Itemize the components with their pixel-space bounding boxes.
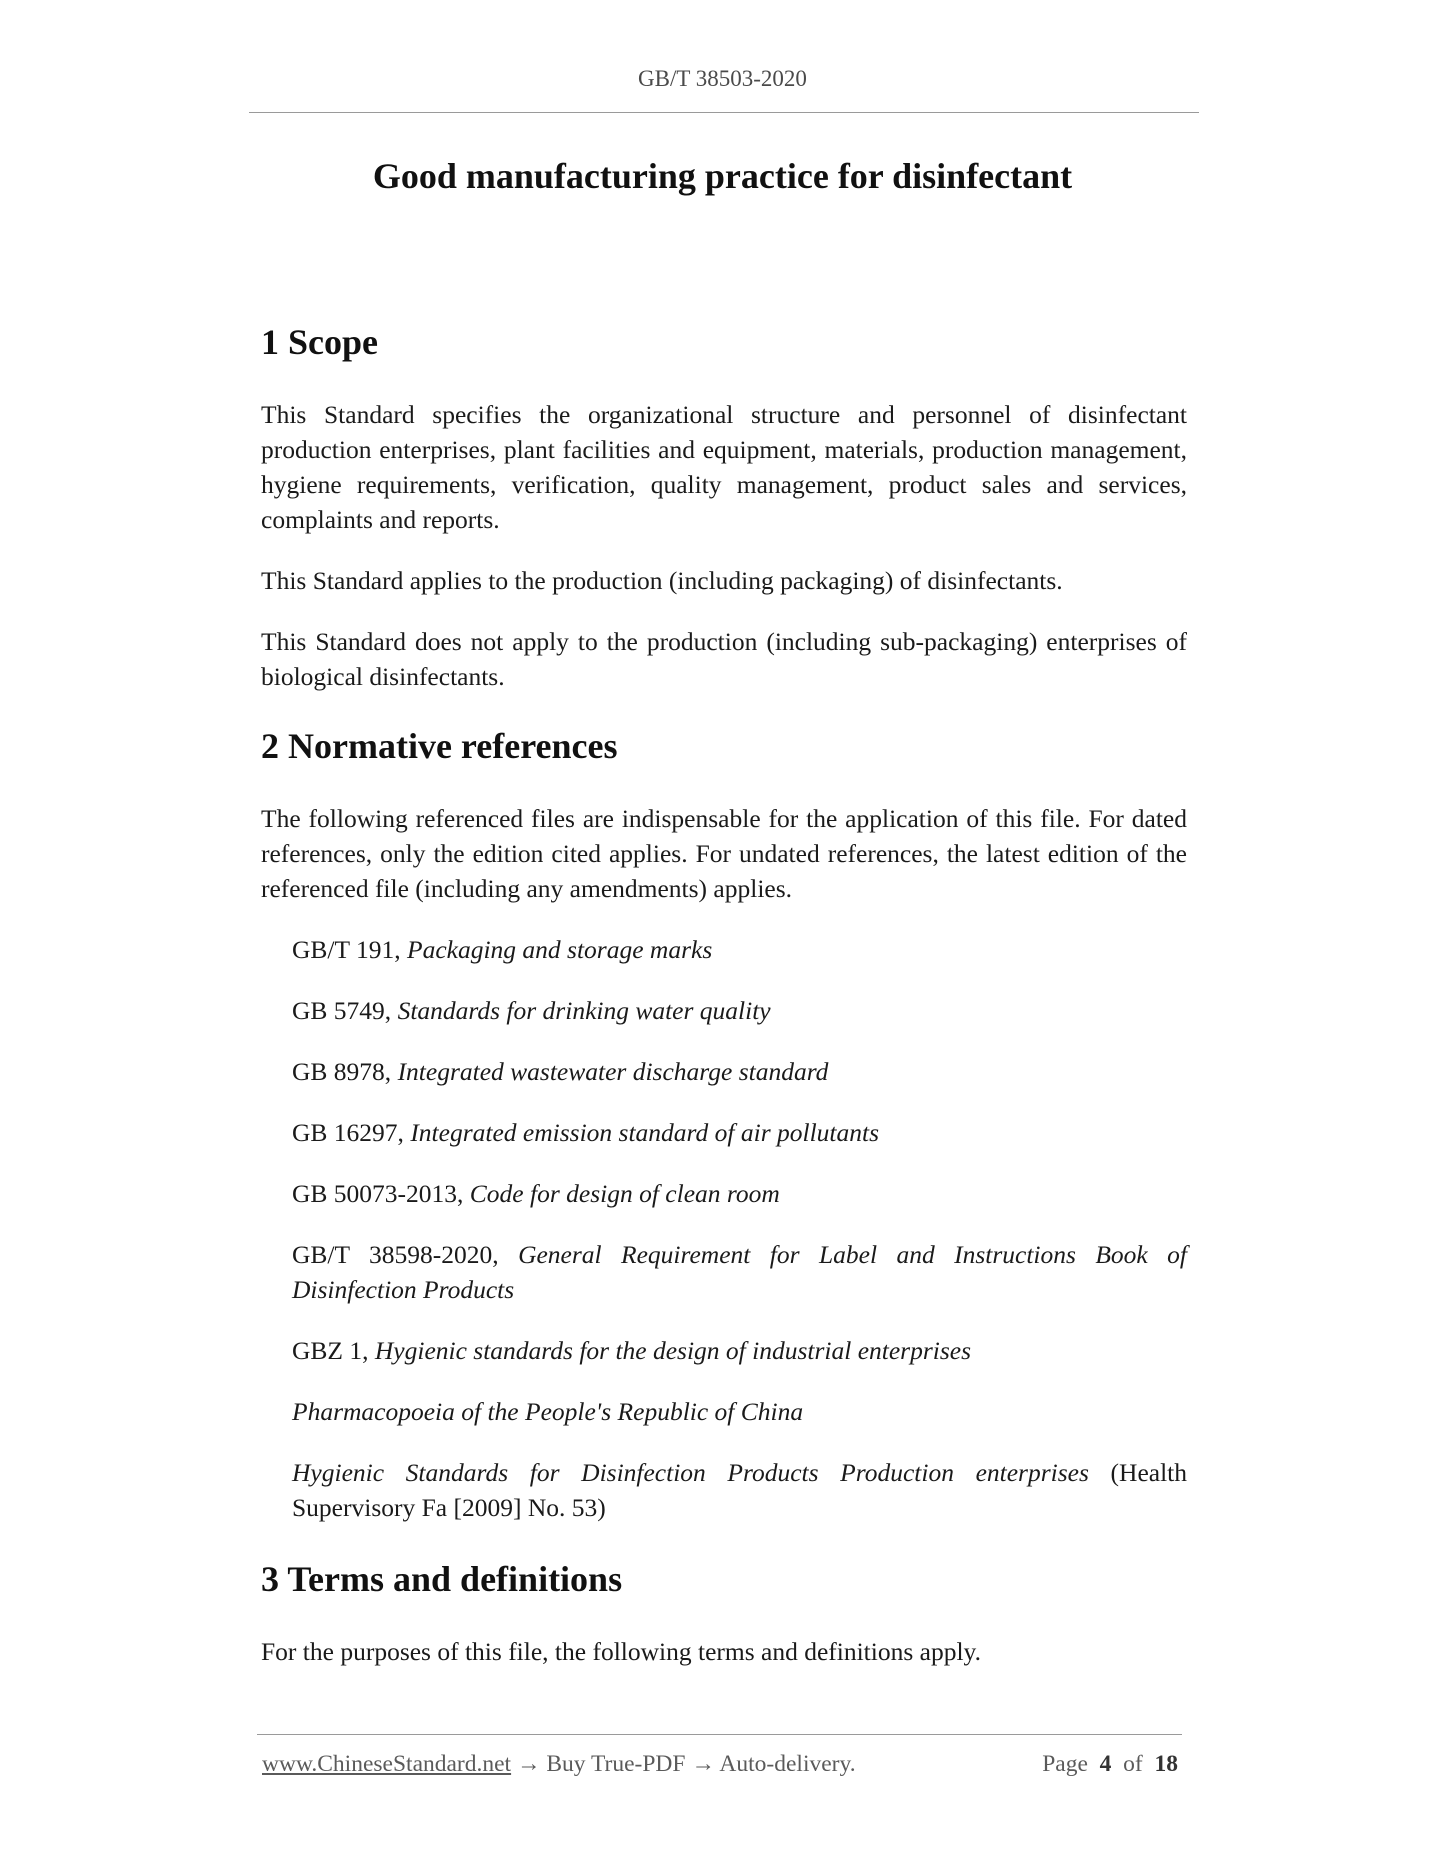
terms-intro-paragraph: For the purposes of this file, the following terms and definitions apply.: [261, 1637, 982, 1666]
normative-intro-paragraph: The following referenced files are indispensable for the application of this file. For dated references, only the edition cited applies. For undated references, the latest edition of the referenced file (including any amendments) applies.: [261, 804, 1187, 903]
total-page-number: 18: [1154, 1751, 1178, 1777]
reference-code: GB 16297,: [292, 1118, 411, 1147]
section-heading-normative-references: 2 Normative references: [261, 726, 618, 766]
reference-code: GB 50073-2013,: [292, 1179, 470, 1208]
header-divider: [249, 112, 1199, 113]
header-standard-code: GB/T 38503-2020: [638, 66, 807, 91]
page-footer: [262, 1751, 1178, 1778]
document-body: [261, 318, 1187, 1669]
reference-title: Hygienic standards for the design of industrial enterprises: [374, 1336, 972, 1365]
reference-code: GB 5749,: [292, 996, 398, 1025]
section-heading-scope: 1 Scope: [261, 322, 378, 362]
scope-paragraph-3: This Standard does not apply to the production (including sub-packaging) enterprises of biological disinfectants.: [261, 627, 1187, 691]
chinesestandard-link[interactable]: www.ChineseStandard.net: [262, 1751, 512, 1777]
reference-list: [292, 932, 1187, 1525]
reference-item: [292, 1455, 1187, 1525]
reference-title: Packaging and storage marks: [407, 935, 713, 964]
arrow-right-icon: →: [516, 1751, 541, 1777]
reference-code: GB/T 38598-2020,: [292, 1240, 519, 1269]
reference-title: Hygienic Standards for Disinfection Products Production enterprises: [292, 1458, 1089, 1487]
arrow-right-icon: →: [691, 1751, 715, 1777]
document-title: Good manufacturing practice for disinfectant: [372, 156, 1073, 196]
reference-item: [292, 932, 1187, 967]
current-page-number: 4: [1099, 1751, 1112, 1777]
section-heading-terms-and-definitions: 3 Terms and definitions: [261, 1559, 623, 1599]
scope-paragraph-1: This Standard specifies the organizational structure and personnel of disinfectant production enterprises, plant facilities and equipment, materials, production management, hygiene requirements, verification, quality management, product sales and services, complaints and reports.: [261, 400, 1187, 534]
footer-promo: [262, 1751, 856, 1778]
reference-title: Integrated emission standard of air pollutants: [410, 1118, 879, 1147]
footer-divider: [257, 1734, 1182, 1735]
reference-title: General Requirement for Label and Instructions Book of Disinfection Products: [292, 1240, 1187, 1304]
reference-title: Code for design of clean room: [469, 1179, 780, 1208]
reference-item: [292, 1237, 1187, 1307]
reference-item: [292, 1394, 1187, 1429]
reference-title: Integrated wastewater discharge standard: [397, 1057, 829, 1086]
scope-paragraph-2: This Standard applies to the production (including packaging) of disinfectants.: [261, 566, 1063, 595]
reference-item: [292, 1115, 1187, 1150]
reference-code: GBZ 1,: [292, 1336, 375, 1365]
reference-item: [292, 1054, 1187, 1089]
reference-item: [292, 993, 1187, 1028]
reference-code: GB/T 191,: [292, 935, 407, 964]
reference-item: [292, 1176, 1187, 1211]
buy-true-pdf-text: Buy True-PDF: [546, 1751, 686, 1777]
reference-title: Standards for drinking water quality: [397, 996, 771, 1025]
auto-delivery-text: Auto-delivery.: [719, 1751, 856, 1777]
reference-note: (Health Supervisory Fa [2009] No. 53): [292, 1458, 1188, 1522]
reference-title: Pharmacopoeia of the People's Republic of China: [292, 1397, 804, 1426]
page-label: Page: [1042, 1751, 1088, 1777]
of-label: of: [1123, 1751, 1143, 1777]
reference-code: GB 8978,: [292, 1057, 398, 1086]
reference-item: [292, 1333, 1187, 1368]
page-number: [1042, 1751, 1178, 1778]
